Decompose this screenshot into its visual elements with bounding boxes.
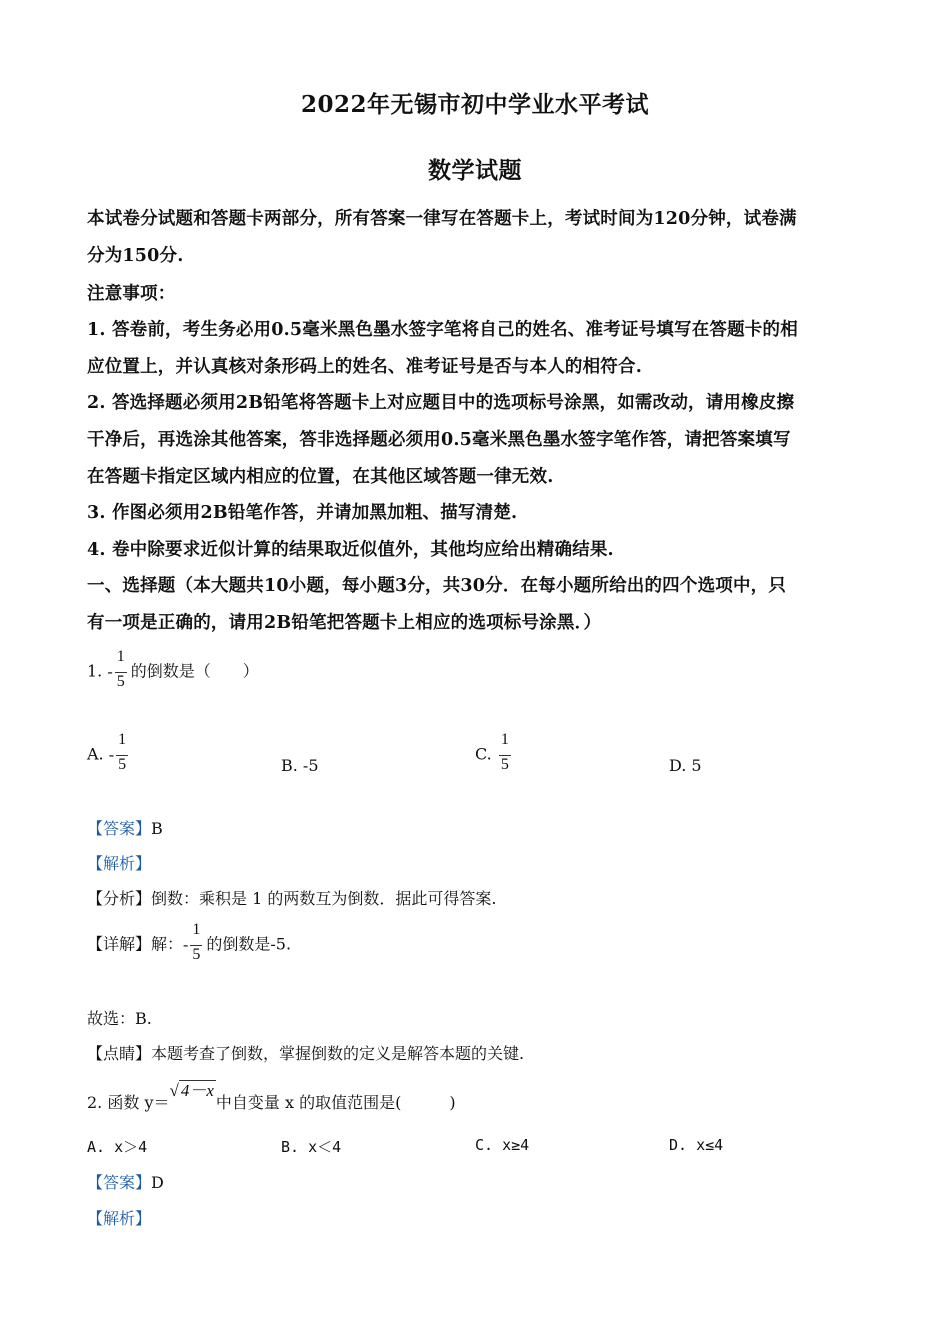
notice-item: 1. 答卷前，考生务必用0.5毫米黑色墨水签字笔将自己的姓名、准考证号填写在答题卡的相	[87, 320, 798, 340]
option-a: A. x＞4	[87, 1138, 148, 1156]
notice-item: 干净后，再选涂其他答案，答非选择题必须用0.5毫米黑色墨水签字笔作答，请把答案填写	[87, 430, 791, 450]
sqrt-symbol: √	[169, 1081, 179, 1100]
comment-text: 本题考查了倒数，掌握倒数的定义是解答本题的关键.	[151, 1044, 525, 1063]
fraction	[116, 731, 130, 779]
analysis-label: 【解析】	[87, 1209, 152, 1228]
notice-item: 应位置上，并认真核对条形码上的姓名、准考证号是否与本人的相符合.	[87, 357, 642, 377]
comment-line	[87, 1041, 524, 1064]
answer-value: D	[151, 1173, 164, 1192]
question-text: 2. 函数 y＝	[87, 1093, 170, 1112]
question-number: 1.	[87, 661, 103, 681]
minus-sign: -	[108, 746, 115, 764]
answer-line	[87, 1170, 164, 1193]
detail-prefix: 解：	[151, 934, 184, 954]
fraction-numerator: 1	[192, 921, 201, 938]
question-2-stem	[87, 1081, 456, 1113]
fraction	[499, 731, 513, 779]
analysis-tag	[87, 851, 151, 874]
analysis-label: 【解析】	[87, 854, 152, 873]
fraction-numerator: 1	[118, 731, 127, 748]
option-d: D. 5	[669, 756, 702, 775]
detail-tag: 【详解】	[87, 934, 152, 954]
sqrt-expression	[169, 1076, 215, 1101]
section-heading: 有一项是正确的，请用2B铅笔把答题卡上相应的选项标号涂黑．）	[87, 613, 602, 633]
option-d: D. x≤4	[669, 1136, 724, 1154]
fenxi-tag: 【分析】	[87, 889, 152, 908]
answer-line	[87, 816, 163, 839]
fraction-numerator: 1	[116, 648, 125, 665]
notice-heading: 注意事项：	[87, 284, 176, 304]
notice-item: 4. 卷中除要求近似计算的结果取近似值外，其他均应给出精确结果.	[87, 540, 614, 560]
fraction-denominator: 5	[192, 946, 201, 963]
minus-sign: -	[183, 936, 189, 954]
option-label: C.	[475, 744, 492, 764]
fraction	[115, 648, 129, 696]
answer-value: B	[151, 819, 163, 838]
fraction-denominator: 5	[500, 756, 509, 773]
fraction-numerator: 1	[500, 731, 509, 748]
detail-text: 的倒数是-5.	[206, 934, 292, 954]
option-c	[475, 731, 515, 779]
fraction-denominator: 5	[118, 756, 127, 773]
intro-line: 分为150分.	[87, 246, 184, 266]
intro-line: 本试卷分试题和答题卡两部分，所有答案一律写在答题卡上，考试时间为120分钟，试卷满	[87, 209, 797, 229]
option-label: A.	[87, 744, 104, 764]
analysis-tag	[87, 1206, 151, 1229]
answer-tag: 【答案】	[87, 819, 152, 838]
option-b: B. -5	[281, 756, 319, 775]
detail-line	[87, 921, 291, 969]
fenxi-text: 倒数：乘积是 1 的两数互为倒数．据此可得答案.	[151, 889, 497, 908]
question-1-stem	[87, 648, 259, 696]
notice-item: 在答题卡指定区域内相应的位置，在其他区域答题一律无效.	[87, 467, 554, 487]
option-b: B. x＜4	[281, 1138, 342, 1156]
minus-sign: -	[107, 663, 113, 681]
option-c: C. x≥4	[475, 1136, 530, 1154]
option-a	[87, 731, 132, 779]
fraction-denominator: 5	[116, 673, 125, 690]
choose-line: 故选：B.	[87, 1009, 152, 1028]
fraction	[190, 921, 204, 969]
fenxi-line	[87, 886, 496, 909]
notice-item: 2. 答选择题必须用2B铅笔将答题卡上对应题目中的选项标号涂黑，如需改动，请用橡皮擦	[87, 393, 795, 413]
exam-subtitle: 数学试题	[428, 157, 522, 184]
notice-item: 3. 作图必须用2B铅笔作答，并请加黑加粗、描写清楚.	[87, 503, 518, 523]
section-heading: 一、选择题（本大题共10小题，每小题3分，共30分．在每小题所给出的四个选项中，只	[87, 576, 787, 596]
answer-tag: 【答案】	[87, 1173, 152, 1192]
radicand: 4－x	[180, 1081, 214, 1100]
question-text: 中自变量 x 的取值范围是( )	[215, 1093, 456, 1112]
question-text: 的倒数是（ ）	[130, 661, 259, 681]
comment-tag: 【点睛】	[87, 1044, 152, 1063]
exam-title: 2022年无锡市初中学业水平考试	[300, 91, 649, 118]
